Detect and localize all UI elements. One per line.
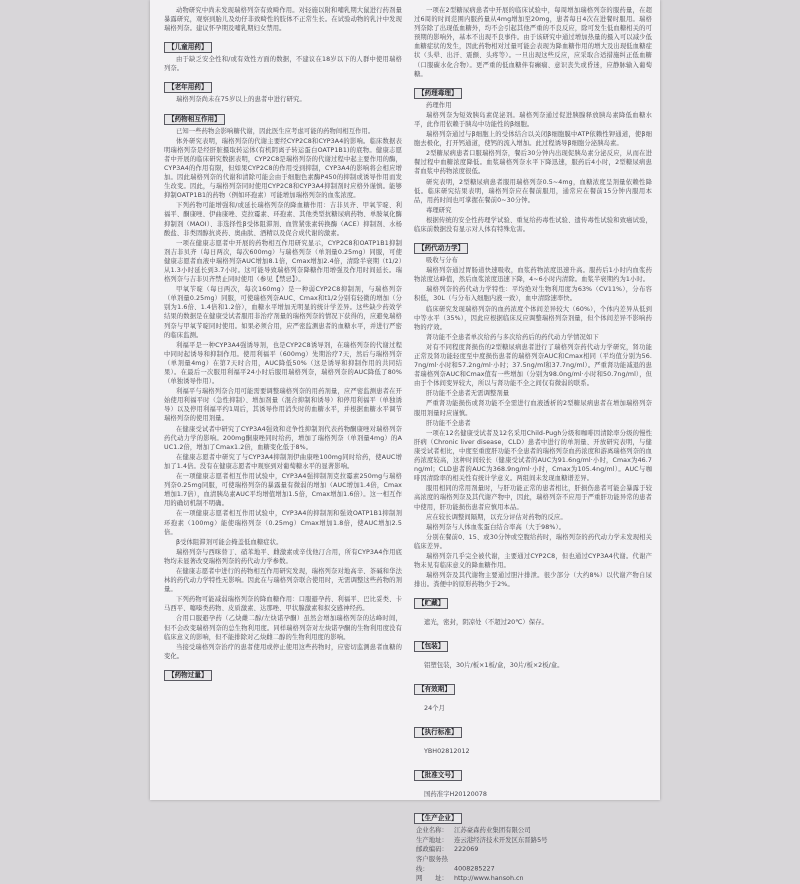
paragraph: 肾功能不全患者单次给药与多次给药后的药代动力学情况如下 xyxy=(426,333,599,341)
section-heading: 【生产企业】 xyxy=(414,813,462,824)
paragraph: 一项在12名健康受试者及12名采用Child-Pugh分级和咖啡因清除率分级的慢性肝病（Chronic liver disease，CLD）患者中进行的单剂量、开放研究表明，与健康受试者相比，中度至重度肝功能不全患者的瑞格列奈血药浓度和游离瑞格列奈的血药浓度较高，这种时间较长（健康受试者的AUC为91.6ng/ml·小时，Cmax为46.7ng/ml；CLD患者的AUC为368.9ng/ml·小时，Cmax为105.4ng/ml）。AUC与咖啡因清除率的相关性有统计学意义。两组间未发现血糖谱差异。 xyxy=(414,429,652,483)
paragraph: 一项在健康志愿者中开展的药物相互作用研究显示，CYP2C8和OATP1B1抑制剂吉非贝齐（每日两次，每次600mg）与瑞格列奈（单剂量0.25mg）同服，可使健康志愿者血液中瑞格列奈AUC增加8.1倍，Cmax增加2.4倍，清除半衰期（t1/2）从1.3小时延长到3.7小时。这可能导致瑞格列奈降糖作用增强及作用时间延长。瑞格列奈与吉非贝齐禁止同时使用（参见【禁忌】）。 xyxy=(164,239,402,284)
info-line: 国药准字H20120078 xyxy=(424,789,487,798)
paragraph: 在一项健康志愿者相互作用试验中，CYP3A4的抑制剂和强效OATP1B1抑制剂环孢素（100mg）能使瑞格列奈（0.25mg）Cmax增加1.8倍，使AUC增加2.5倍。 xyxy=(164,510,402,536)
paragraph: 根据传统的安全性药理学试验、重复给药毒性试验、遗传毒性试验和致癌试验，临床前数据没有显示对人体有特殊危害。 xyxy=(414,216,652,233)
paragraph: 瑞格列奈及其代谢物主要通过胆汁排泄。很少部分（大约8%）以代谢产物自尿排出。粪便中的原形药物少于2%。 xyxy=(414,572,652,589)
paragraph: 2型糖尿病患者口服瑞格列奈，餐后30分钟内出现促胰岛素分泌反应，从而在进餐过程中血糖浓度降低。血浆瑞格列奈水平下降迅速，服药后4小时，2型糖尿病患者血浆中药物浓度很低。 xyxy=(414,150,652,176)
section-heading-row xyxy=(414,719,652,740)
paragraph: 瑞格列奈与西咪替丁、硝苯地平、雌激素或辛伐他汀合用，所有CYP3A4作用底物均未显著改变瑞格列奈的药代动力学参数。 xyxy=(164,548,402,565)
info-line: 铝塑包装，30片/板×1板/盒，30片/板×2板/盒。 xyxy=(424,660,564,669)
section-heading: 【儿童用药】 xyxy=(164,42,212,53)
section-heading-row xyxy=(164,662,402,683)
section-heading: 【药理毒理】 xyxy=(414,88,462,99)
section-heading: 【贮藏】 xyxy=(414,598,448,609)
paragraph: 严重肾功能损伤或肾功能不全需进行血液透析的2型糖尿病患者在增加瑞格列奈服用剂量时应谨慎。 xyxy=(414,400,652,417)
paragraph: 临床研究发现瑞格列奈的血药浓度个体间差异较大（60%），个体内差异从低到中等水平（35%），因此应根据临床反应调整瑞格列奈剂量，但个体间差异不影响药物的疗效。 xyxy=(414,305,652,331)
section-heading-row xyxy=(164,106,402,127)
section-heading: 【药代动力学】 xyxy=(414,243,468,254)
info-line: 遮光，密封，阴凉处（不超过20℃）保存。 xyxy=(424,617,548,626)
paragraph: 由于缺乏安全性和/或有效性方面的数据，不建议在18岁以下的人群中使用瑞格列奈。 xyxy=(164,56,402,73)
manufacturer-info-line xyxy=(414,855,652,874)
manufacturer-info-line xyxy=(414,826,652,836)
paragraph: 研究表明，2型糖尿病患者服用瑞格列奈0.5~4mg，血糖浓度呈剂量依赖性降低。临床研究结果表明，瑞格列奈应在餐前服用，通常应在餐前15分钟内服用本品，用药时间也可掌握在餐前0~30分钟。 xyxy=(414,178,652,204)
paragraph: β受体阻滞剂可能会掩盖低血糖症状。 xyxy=(176,538,283,546)
paragraph: 瑞格列奈与人体血浆蛋白结合率高（大于98%）。 xyxy=(426,523,566,531)
section-heading-row xyxy=(164,34,402,55)
section-heading-row xyxy=(414,235,652,256)
section-heading-row xyxy=(414,805,652,826)
section-heading-row xyxy=(414,676,652,697)
right-column xyxy=(414,6,652,884)
paragraph: 在健康志愿者中研究了与CYP3A4抑制剂伊曲康唑100mg同时给药，使AUC增加了1.4倍。没有在健康志愿者中观察到对葡萄糖水平的显著影响。 xyxy=(164,453,402,470)
section-heading-row xyxy=(164,74,402,95)
section-heading-row xyxy=(414,633,652,654)
section-heading: 【药物相互作用】 xyxy=(164,114,225,125)
info-value: 江苏豪森药业集团有限公司 xyxy=(454,826,531,835)
paragraph: 瑞格列奈为短效胰岛素促泌剂。瑞格列奈通过促进胰腺释放胰岛素降低血糖水平，此作用依赖于胰岛中功能性的β细胞。 xyxy=(414,111,652,128)
paragraph: 当接受瑞格列奈治疗的患者使用或停止使用这些药物时，应密切监测患者血糖的变化。 xyxy=(164,643,402,660)
paragraph: 分别在餐前0、15、或30分钟或空腹给药时，瑞格列奈的药代动力学未发现相关临床差异。 xyxy=(414,533,652,550)
paragraph: 下列药物可能减弱瑞格列奈的降血糖作用：口服避孕药、利福平、巴比妥类、卡马西平、噻嗪类药物、皮质激素、达那唑、甲状腺激素和拟交感神经药。 xyxy=(164,596,402,613)
paragraph: 瑞格列奈的药代动力学特性：平均绝对生物利用度为63%（CV11%），分布容积低，30L（与分布入细胞内液一致），血中清除速率快。 xyxy=(414,286,652,303)
info-key: 邮政编码： xyxy=(416,845,448,854)
paragraph: 在健康志愿者中进行的药物相互作用研究发现，瑞格列奈对地高辛、茶碱和华法林的药代动力学特性无影响。因此在与瑞格列奈联合使用时，无需调整这些药物的剂量。 xyxy=(164,567,402,594)
paragraph: 下列药物可能增强和/或延长瑞格列奈的降血糖作用：吉非贝齐、甲氧苄啶、利福平、酮康唑、伊曲康唑、克拉霉素、环孢素、其他类型抗糖尿病药物、单胺氧化酶抑制剂（MAOI）、非选择性β受体阻滞剂、血管紧张素转换酶（ACE）抑制剂、水杨酸盐、非类固醇抗炎药、奥曲肽、酒精以及促合成代谢的激素。 xyxy=(164,202,402,237)
paragraph: 肝功能不全患者 xyxy=(426,419,471,427)
paragraph: 在健康受试者中研究了CYP3A4强效和竞争性抑制剂代表药物酮康唑对瑞格列奈药代动力学的影响。200mg酮康唑同时给药，增加了瑞格列奈（单剂量4mg）的AUC1.2倍，增加了Cmax1.2倍，血糖变化低于8%。 xyxy=(164,425,402,451)
info-key: 企业名称： xyxy=(416,826,448,835)
paragraph: 瑞格列奈尚未在75岁以上的患者中进行研究。 xyxy=(176,96,306,104)
paragraph: 体外研究表明，瑞格列奈的代谢主要经CYP2C8和CYP3A4的影响。临床数据表明瑞格列奈是经肝脏摄取转运体(有机阴离子转运蛋白OATP1B1)的底物。健康志愿者中开展的临床研究数据表明，CYP2C8是瑞格列奈的代谢过程中起主要作用的酶，CYP3A4的作用有限，但如果CYP2C8的作用受到抑制，CYP3A4的影响将会相应增加。因此瑞格列奈的代谢和清除可能会由于细胞色素酶P450的抑制或诱导作用而发生改变。因此，与瑞格列奈同时使用CYP2C8和CYP3A4抑制剂时应格外谨慎。能够抑制OATP1B1的药物（例如环孢素）可能增加瑞格列奈的血浆浓度。 xyxy=(164,137,402,200)
paragraph: 肝功能不全患者无需调整剂量 xyxy=(426,390,510,398)
left-column xyxy=(164,6,402,683)
paragraph: 药理作用 xyxy=(426,101,452,109)
section-heading: 【包装】 xyxy=(414,641,448,652)
paragraph: 已知一些药物会影响糖代谢，因此医生应考虑可能的药物间相互作用。 xyxy=(176,127,375,135)
paragraph: 合用口服避孕药（乙炔雌二醇/左炔诺孕酮）虽然会增加瑞格列奈的达峰时间，但不会改变瑞格列奈的总生物利用度。同样瑞格列奈对左炔诺孕酮的生物利用度没有临床意义的影响，但不能排除对乙炔雌二醇的生物利用度的影响。 xyxy=(164,615,402,641)
paragraph: 瑞格列奈通过胃肠道快速吸收，血浆药物浓度迅速升高。服药后1小时内血浆药物浓度达峰值，然后血浆浓度迅速下降，4~6小时内清除。血浆半衰期约为1小时。 xyxy=(414,267,652,284)
section-heading: 【药物过量】 xyxy=(164,670,212,681)
info-key: 生产地址： xyxy=(416,835,448,844)
info-value: 连云港经济技术开发区东晋路5号 xyxy=(454,835,548,844)
section-heading: 【批准文号】 xyxy=(414,770,462,781)
paragraph: 一项在2型糖尿病患者中开展的临床试验中，每周增加瑞格列奈的服药量，在超过6周的时间范围内服药量从4mg增加至20mg，患者每日4次在进餐时服用。瑞格列奈除了出现低血糖外，均不会引起其他严重的不良反应，除可发生低血糖相关的可预期的影响外，基本不出现不良事件。由于该研究中通过增加热量的摄入可以减少低血糖症状的发生，因此药物相对过量可能会表现为降血糖作用的增大及出现低血糖症状（头晕、出汗、震颤、头疼等）。一旦出现这些反应，应采取合适措施纠正低血糖（口服碳水化合物）。更严重的低血糖伴有癫痫、意识丧失或昏迷，应静脉输入葡萄糖。 xyxy=(414,7,652,78)
paragraph: 利福平是一种CYP3A4强诱导剂，也是CYP2C8诱导剂，在瑞格列奈的代谢过程中同时起诱导和抑制作用。使用利福平（600mg）先期治疗7天，然后与瑞格列奈（单剂量4mg）在第7天时合用，AUC降低50%（这是诱导和抑制作用的共同结果）。在最后一次服用利福平24小时后服用瑞格列奈，瑞格列奈的AUC降低了80%（单独诱导作用）。 xyxy=(164,341,402,386)
section-heading-row xyxy=(414,590,652,611)
section-heading-row xyxy=(414,80,652,101)
paragraph: 毒理研究 xyxy=(426,206,452,214)
package-insert-sheet xyxy=(150,0,660,883)
paragraph: 瑞格列奈几乎完全被代谢，主要通过CYP2C8，但也通过CYP3A4代谢。代谢产物未见有临床意义的降血糖作用。 xyxy=(414,552,652,570)
info-key: 网 址： xyxy=(416,874,448,883)
paragraph: 对有不同程度肾损伤的2型糖尿病患者进行了瑞格列奈药代动力学研究，肾功能正常及肾功能轻度至中度损伤患者的瑞格列奈AUC和Cmax相同（平均值分别为56.7ng/ml·小时和57.2ng/ml·小时；37.5ng/ml和37.7ng/ml）。严重肾功能减退的患者瑞格列奈AUC和Cmax值有一些增加（分别为98.0ng/ml·小时和50.7ng/ml），但由于个体间变异较大，所以与肾功能不全之间仅有微弱的联系。 xyxy=(414,343,652,388)
manufacturer-info-line xyxy=(414,836,652,846)
info-line: YBH02812012 xyxy=(424,746,470,755)
section-heading: 【有效期】 xyxy=(414,684,455,695)
info-value: 222069 xyxy=(454,845,479,854)
info-key: 客户服务热线： xyxy=(416,855,448,873)
info-line: 24个月 xyxy=(424,703,445,712)
paragraph: 瑞格列奈通过与β细胞上的受体结合以关闭β细胞膜中ATP依赖性钾通道，使β细胞去极化，打开钙通道，使钙的流入增加。此过程诱导β细胞分泌胰岛素。 xyxy=(414,131,652,148)
section-heading: 【执行标准】 xyxy=(414,727,462,738)
section-heading: 【老年用药】 xyxy=(164,82,212,93)
paragraph: 服用相同的常用剂量时，与肝功能正常的患者相比，肝损伤患者可能会暴露于较高浓度的瑞格列奈及其代谢产物中，因此，瑞格列奈不应用于严重肝功能异常的患者中使用，肝功能损伤患者应慎用本品。 xyxy=(414,485,652,511)
paragraph: 吸收与分布 xyxy=(426,257,458,265)
manufacturer-info-line xyxy=(414,845,652,855)
section-heading-row xyxy=(414,762,652,783)
manufacturer-info-line xyxy=(414,874,652,884)
paragraph: 应在较长调整间隔期，以充分评估对药物的反应。 xyxy=(426,513,567,521)
info-value: 4008285227 xyxy=(454,864,495,873)
paragraph: 动物研究中尚未发现瑞格列奈有致畸作用。对轻施以附和哺乳期大鼠进行药剂量暴露研究，观察到胎儿及幼仔非致畸性的肢体不正常生长。在试验动物的乳汁中发现瑞格列奈。建议怀孕期及哺乳期妇女禁用。 xyxy=(164,7,402,33)
paragraph: 利福平与瑞格列奈合用可能需要调整瑞格列奈的用药剂量，应严密监测患者在开始使用利福平时（急性抑制）、增加剂量（混合抑制和诱导）和停用利福平（单独诱导）以及停用利福平约1周后，其诱导作用消失时的血糖水平，并根据血糖水平调节瑞格列奈的使用剂量。 xyxy=(164,388,402,423)
paragraph: 在一项健康志愿者相互作用试验中，CYP3A4强抑制剂克拉霉素250mg与瑞格列奈0.25mg同服，可使瑞格列奈的暴露量有微弱的增加（AUC增加1.4倍，Cmax增加1.7倍），血清胰岛素AUC平均增值增加1.5倍，Cmax增加1.6倍）。这一相互作用的确切机制不明确。 xyxy=(164,473,402,508)
info-value: http://www.hansoh.cn xyxy=(454,874,524,883)
paragraph: 甲氧苄啶（每日两次，每次160mg）是一种弱CYP2C8抑制剂，与瑞格列奈（单剂量0.25mg）同服，可使瑞格列奈AUC、Cmax和t1/2分别有轻微的增加（分别为1.6倍、1.4倍和1.2倍），血糖水平增加无明显的统计学差异。这些缺少药效学结果的数据是在健康受试者服用非治疗剂量的瑞格列奈的情况下获得的，应避免瑞格列奈与甲氧苄啶同时使用。如果必须合用，应严密监测患者的血糖水平，并进行严密的临床监测。 xyxy=(164,286,402,339)
